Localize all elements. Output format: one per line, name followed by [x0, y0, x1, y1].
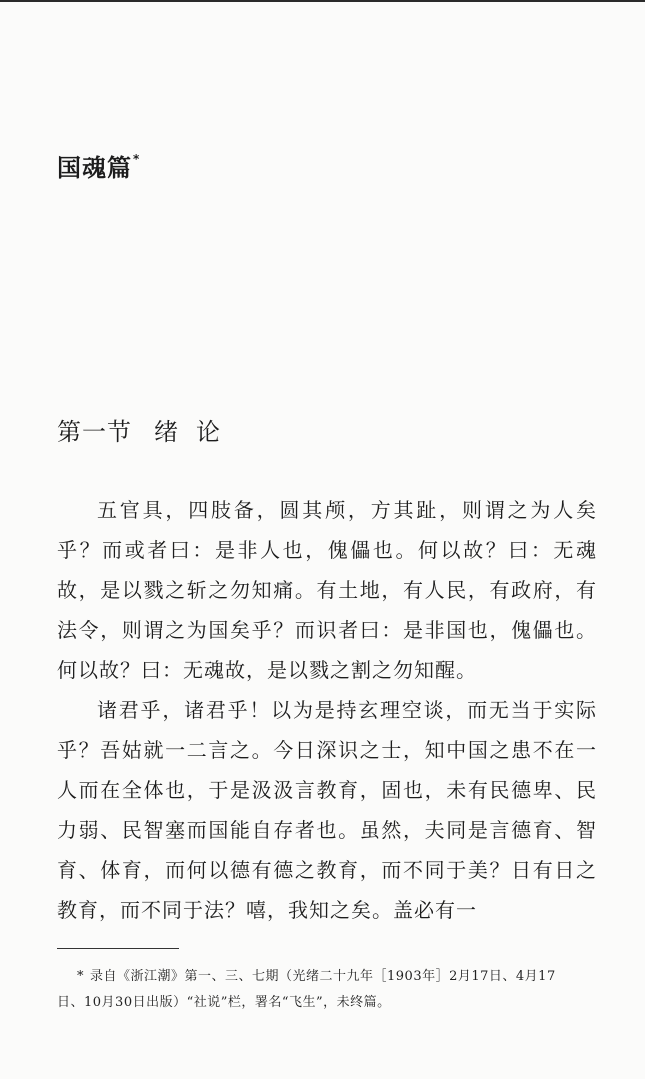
section-title: 绪论	[154, 418, 238, 446]
title-footnote-mark: *	[133, 152, 141, 166]
paragraph: 五官具，四肢备，圆其颅，方其趾，则谓之为人矣乎？而或者曰：是非人也，傀儡也。何以故？曰：无魂故，是以戮之斩之勿知痛。有土地，有人民，有政府，有法令，则谓之为国矣乎？而识者曰：是非国也，傀儡也。何以故？曰：无魂故，是以戮之割之勿知醒。	[57, 498, 597, 682]
top-rule	[0, 0, 645, 2]
body-text	[57, 490, 597, 930]
footnote-text: 录自《浙江潮》第一、三、七期（光绪二十九年［1903年］2月17日、4月17日、10月30日出版）“社说”栏，署名“飞生”，未终篇。	[57, 969, 556, 1010]
footnote-mark: *	[77, 969, 84, 984]
paragraph: 诸君乎，诸君乎！以为是持玄理空谈，而无当于实际乎？吾姑就一二言之。今日深识之士，知中国之患不在一人而在全体也，于是汲汲言教育，固也，未有民德卑、民力弱、民智塞而国能自存者也。虽然，夫同是言德育、智育、体育，而何以德有德之教育，而不同于美？日有日之教育，而不同于法？嘻，我知之矣。盖必有一	[57, 698, 597, 922]
section-number: 第一节	[57, 418, 132, 446]
page-title-text: 国魂篇	[57, 154, 132, 182]
page-title	[57, 148, 140, 183]
footnote	[57, 964, 567, 1016]
section-heading	[57, 412, 238, 447]
footnote-rule	[57, 948, 179, 949]
